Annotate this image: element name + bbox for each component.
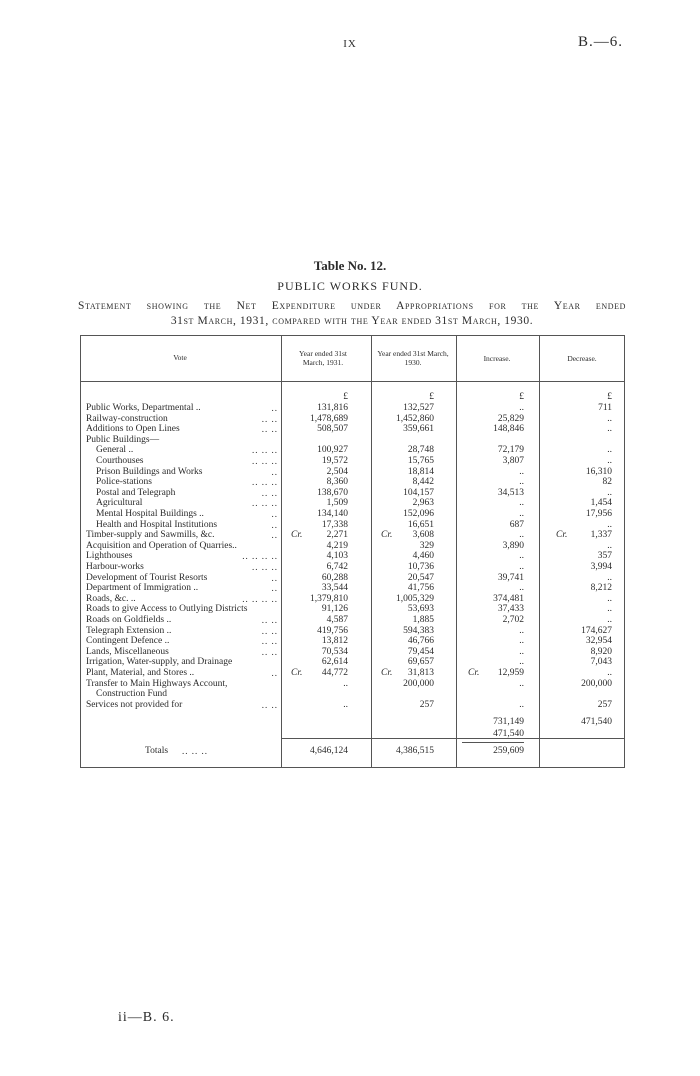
table-number: Table No. 12.	[313, 258, 387, 273]
vote-label: Roads to give Access to Outlying Districts	[86, 604, 248, 615]
value-increase: ..	[519, 530, 524, 541]
leader-dots: .. ..	[261, 699, 278, 710]
value-1930: 3,608	[412, 530, 434, 541]
column-header-1931: Year ended 31st March, 1931.	[299, 349, 347, 367]
value-1931: 33,544	[321, 583, 348, 594]
value-decrease: ..	[607, 540, 612, 551]
value-decrease: 1,454	[590, 498, 612, 509]
value-increase: 3,807	[502, 456, 524, 466]
value-decrease: ..	[607, 413, 612, 424]
leader-dots: .. ..	[261, 625, 278, 636]
column-header-decrease: Decrease.	[567, 354, 597, 363]
value-increase: 2,702	[502, 615, 524, 625]
leader-dots: ..	[271, 583, 278, 594]
value-1931: 1,379,810	[310, 593, 348, 604]
value-1930: 594,383	[403, 625, 434, 636]
decrease-subtotal: 471,540	[581, 717, 612, 727]
totals-1930: 4,386,515	[396, 746, 434, 756]
value-1931: 44,772	[321, 668, 348, 678]
leader-dots: .. ..	[261, 615, 278, 625]
value-increase: ..	[519, 646, 524, 657]
value-1931: 419,756	[317, 625, 348, 636]
currency-symbol: £	[607, 392, 612, 402]
leader-dots: .. ..	[261, 646, 278, 657]
value-1930: 20,547	[407, 572, 434, 583]
vote-label: Services not provided for	[86, 699, 183, 710]
footer-reference: ii—B. 6.	[118, 1010, 175, 1025]
value-1930: 359,661	[403, 424, 434, 435]
vote-label: Acquisition and Operation of Quarries..	[86, 540, 237, 551]
column-header-vote: Vote	[173, 353, 187, 362]
value-1930: 31,813	[407, 668, 434, 678]
currency-symbol: £	[519, 392, 524, 402]
value-increase: 12,959	[497, 668, 524, 678]
value-decrease: 17,956	[585, 509, 612, 519]
vote-label: Public Buildings—	[86, 434, 160, 445]
value-increase: ..	[519, 509, 524, 519]
vote-label: Roads, &c. ..	[86, 593, 136, 604]
value-decrease: ..	[607, 487, 612, 498]
leader-dots: .. .. ..	[252, 498, 278, 509]
value-1930: 18,814	[407, 466, 434, 477]
leader-dots: ..	[271, 530, 278, 541]
value-decrease: 8,920	[590, 646, 612, 657]
value-1931: 60,288	[321, 572, 348, 583]
value-decrease: ..	[607, 572, 612, 583]
value-1930: 69,657	[407, 657, 434, 668]
leader-dots: .. .. .. ..	[242, 551, 278, 562]
vote-label: Mental Hospital Buildings ..	[96, 509, 204, 519]
value-1930: 4,460	[412, 551, 434, 562]
value-1931: 91,126	[321, 604, 348, 615]
value-1931: 2,504	[326, 466, 348, 477]
value-decrease: ..	[607, 593, 612, 604]
statement-line-1: Statement showing the Net Expenditure under Appropriations for the Year ended	[78, 300, 626, 312]
value-increase: ..	[519, 551, 524, 562]
vote-label: Plant, Material, and Stores ..	[86, 668, 195, 678]
currency-symbol: £	[343, 392, 348, 402]
vote-label: Timber-supply and Sawmills, &c.	[86, 530, 215, 541]
credit-marker: Cr.	[468, 668, 480, 678]
leader-dots: ..	[271, 509, 278, 519]
value-increase: 687	[509, 519, 524, 530]
leader-dots: .. ..	[261, 636, 278, 647]
vote-label: Contingent Defence ..	[86, 636, 170, 647]
value-1931: 1,478,689	[310, 413, 348, 424]
leader-dots: ..	[271, 572, 278, 583]
increase-subtotal: 731,149	[493, 717, 524, 727]
vote-label: Agricultural	[96, 498, 143, 509]
value-1931: 4,587	[326, 615, 348, 625]
value-1930: 1,885	[412, 615, 434, 625]
value-decrease: 711	[598, 403, 612, 413]
value-decrease: 7,043	[590, 657, 612, 668]
vote-label: Irrigation, Water-supply, and Drainage	[86, 657, 233, 668]
vote-label: Development of Tourist Resorts	[86, 572, 208, 583]
value-increase: ..	[519, 403, 524, 413]
header-rule	[81, 381, 624, 382]
leader-dots: ..	[271, 519, 278, 530]
value-increase: 3,890	[502, 540, 524, 551]
credit-marker: Cr.	[381, 530, 393, 541]
value-1930: 16,651	[407, 519, 434, 530]
value-1930: 132,527	[403, 403, 434, 413]
value-increase: ..	[519, 678, 524, 689]
value-1930: 257	[419, 699, 434, 710]
value-1931: ..	[343, 699, 348, 710]
value-1931: 131,816	[317, 403, 348, 413]
value-increase: 374,481	[493, 593, 524, 604]
value-1930: 2,963	[412, 498, 434, 509]
value-1930: 53,693	[407, 604, 434, 615]
value-1930: 46,766	[407, 636, 434, 647]
value-decrease: 174,627	[581, 625, 612, 636]
value-decrease: ..	[607, 456, 612, 466]
value-increase: ..	[519, 583, 524, 594]
value-increase: 72,179	[497, 445, 524, 456]
totals-dots: .. .. ..	[182, 746, 208, 756]
vote-label: Prison Buildings and Works	[96, 466, 203, 477]
page-number: IX	[343, 38, 357, 50]
value-increase: ..	[519, 477, 524, 488]
column-header-increase: Increase.	[483, 354, 511, 363]
fund-title: PUBLIC WORKS FUND.	[277, 279, 423, 293]
leader-dots: ..	[271, 466, 278, 477]
value-increase: ..	[519, 699, 524, 710]
value-decrease: 200,000	[581, 678, 612, 689]
value-decrease: ..	[607, 604, 612, 615]
value-1930: 15,765	[407, 456, 434, 466]
value-1931: ..	[343, 678, 348, 689]
value-decrease: 3,994	[590, 562, 612, 572]
value-increase: ..	[519, 625, 524, 636]
value-1931: 4,103	[326, 551, 348, 562]
increase-less-decrease: 471,540	[462, 729, 524, 743]
vote-label: Postal and Telegraph	[96, 487, 176, 498]
value-1931: 19,572	[321, 456, 348, 466]
value-decrease: 82	[602, 477, 612, 488]
vote-label: Lighthouses	[86, 551, 133, 562]
value-1931: 6,742	[326, 562, 348, 572]
value-decrease: ..	[607, 519, 612, 530]
value-1930: 200,000	[403, 678, 434, 689]
vote-label: Transfer to Main Highways Account,	[86, 678, 228, 689]
value-increase: ..	[519, 636, 524, 647]
totals-increase: 259,609	[493, 746, 524, 756]
leader-dots: .. ..	[261, 424, 278, 435]
leader-dots: .. ..	[261, 413, 278, 424]
value-1931: 62,614	[321, 657, 348, 668]
value-1931: 508,507	[317, 424, 348, 435]
value-1930: 8,442	[412, 477, 434, 488]
value-decrease: 357	[597, 551, 612, 562]
value-1931: 17,338	[321, 519, 348, 530]
vote-label: Harbour-works	[86, 562, 144, 572]
vote-label: Roads on Goldfields ..	[86, 615, 172, 625]
statement-caption	[78, 299, 626, 329]
leader-dots: ..	[271, 403, 278, 413]
vote-label: General ..	[96, 445, 134, 456]
value-1930: 79,454	[407, 646, 434, 657]
column-header-1930: Year ended 31st March, 1930.	[377, 349, 449, 367]
value-increase: 37,433	[497, 604, 524, 615]
value-1930: 10,736	[407, 562, 434, 572]
leader-dots: ..	[271, 668, 278, 678]
credit-marker: Cr.	[556, 530, 568, 541]
value-1931: 8,360	[326, 477, 348, 488]
vote-label: Department of Immigration ..	[86, 583, 199, 594]
value-increase: 148,846	[493, 424, 524, 435]
totals-rule	[281, 738, 624, 739]
leader-dots: .. .. .. ..	[242, 593, 278, 604]
vote-label: Railway-construction	[86, 413, 168, 424]
value-1931: 134,140	[317, 509, 348, 519]
value-1930: 1,452,860	[396, 413, 434, 424]
leader-dots: .. .. ..	[252, 477, 278, 488]
vote-label: Lands, Miscellaneous	[86, 646, 169, 657]
value-increase: 39,741	[497, 572, 524, 583]
leader-dots: .. .. ..	[252, 445, 278, 456]
value-decrease: ..	[607, 668, 612, 678]
value-1930: 1,005,329	[396, 593, 434, 604]
value-increase: ..	[519, 562, 524, 572]
value-1931: 70,534	[321, 646, 348, 657]
credit-marker: Cr.	[381, 668, 393, 678]
value-1931: 13,812	[321, 636, 348, 647]
value-1930: 41,756	[407, 583, 434, 594]
value-decrease: ..	[607, 445, 612, 456]
value-1930: 329	[419, 540, 434, 551]
totals-label: Totals	[145, 746, 169, 756]
value-decrease: 16,310	[585, 466, 612, 477]
value-1931: 1,509	[326, 498, 348, 509]
value-1930: 28,748	[407, 445, 434, 456]
statement-line-2: 31st March, 1931, compared with the Year ended 31st March, 1930.	[170, 315, 534, 327]
value-decrease: 257	[597, 699, 612, 710]
value-increase: ..	[519, 498, 524, 509]
leader-dots: .. ..	[261, 487, 278, 498]
value-decrease: 32,954	[585, 636, 612, 647]
vote-label: Health and Hospital Institutions	[96, 519, 218, 530]
value-increase: ..	[519, 466, 524, 477]
value-1930: 104,157	[403, 487, 434, 498]
leader-dots: .. .. ..	[252, 456, 278, 466]
value-1931: 138,670	[317, 487, 348, 498]
vote-label: Public Works, Departmental ..	[86, 403, 201, 413]
vote-label: Courthouses	[96, 456, 144, 466]
totals-1931: 4,646,124	[310, 746, 348, 756]
value-1931: 2,271	[326, 530, 348, 541]
vote-label: Construction Fund	[96, 689, 167, 700]
value-decrease: 8,212	[590, 583, 612, 594]
vote-label: Additions to Open Lines	[86, 424, 180, 435]
credit-marker: Cr.	[291, 668, 303, 678]
value-1931: 4,219	[326, 540, 348, 551]
value-1930: 152,096	[403, 509, 434, 519]
column-rule	[456, 336, 457, 767]
value-increase: ..	[519, 657, 524, 668]
leader-dots: .. .. ..	[252, 562, 278, 572]
value-decrease: ..	[607, 615, 612, 625]
value-increase: 34,513	[497, 487, 524, 498]
value-decrease: ..	[607, 424, 612, 435]
credit-marker: Cr.	[291, 530, 303, 541]
value-decrease: 1,337	[590, 530, 612, 541]
value-increase: 25,829	[497, 413, 524, 424]
vote-label: Telegraph Extension ..	[86, 625, 172, 636]
vote-label: Police-stations	[96, 477, 152, 488]
currency-symbol: £	[429, 392, 434, 402]
value-1931: 100,927	[317, 445, 348, 456]
document-reference: B.—6.	[578, 34, 624, 50]
